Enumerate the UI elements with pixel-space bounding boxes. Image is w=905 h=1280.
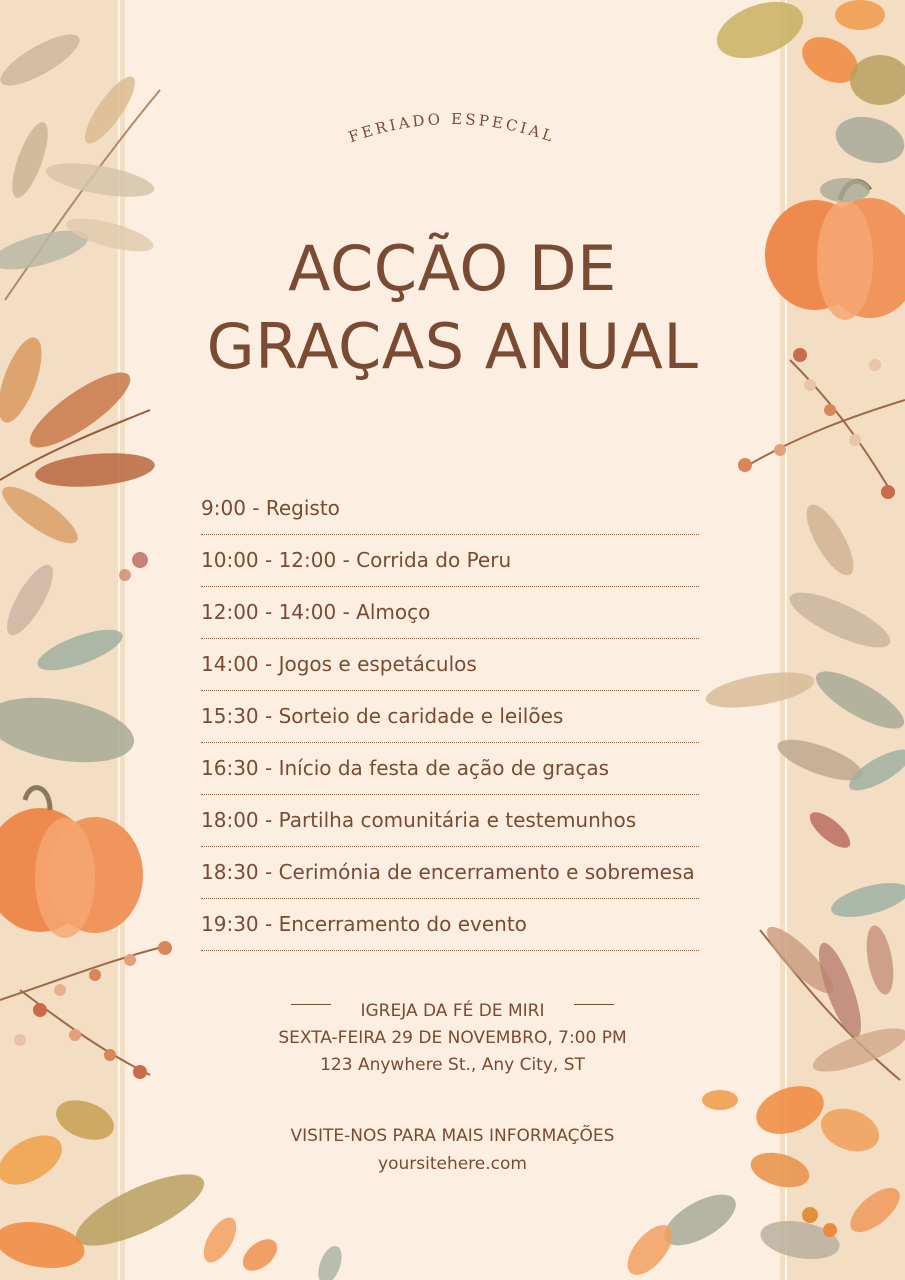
venue-dash-right bbox=[574, 1004, 614, 1005]
svg-text:FERIADO ESPECIAL bbox=[346, 110, 558, 146]
schedule-list bbox=[201, 484, 699, 951]
right-border-band bbox=[780, 0, 905, 1280]
schedule-item: 18:30 - Cerimónia de encerramento e sobremesa bbox=[201, 848, 699, 899]
website-link[interactable]: yoursitehere.com bbox=[378, 1154, 527, 1174]
event-title bbox=[130, 230, 775, 386]
footer-cta: VISITE-NOS PARA MAIS INFORMAÇÕES bbox=[290, 1126, 615, 1146]
venue-name-wrap bbox=[361, 998, 545, 1025]
right-divider-line bbox=[785, 0, 787, 1280]
left-border-band bbox=[0, 0, 125, 1280]
venue-info bbox=[130, 998, 775, 1079]
schedule-item: 15:30 - Sorteio de caridade e leilões bbox=[201, 692, 699, 743]
event-address: 123 Anywhere St., Any City, ST bbox=[320, 1055, 585, 1075]
schedule-item: 18:00 - Partilha comunitária e testemunhos bbox=[201, 796, 699, 847]
kicker-text: FERIADO ESPECIAL bbox=[346, 109, 558, 147]
title-line-2: GRAÇAS ANUAL bbox=[206, 310, 699, 383]
schedule-item: 16:30 - Início da festa de ação de graças bbox=[201, 744, 699, 795]
schedule-item: 12:00 - 14:00 - Almoço bbox=[201, 588, 699, 639]
venue-name: IGREJA DA FÉ DE MIRI bbox=[360, 1001, 545, 1021]
event-date: SEXTA-FEIRA 29 DE NOVEMBRO, 7:00 PM bbox=[278, 1028, 627, 1048]
footer-info bbox=[130, 1122, 775, 1178]
schedule-item: 14:00 - Jogos e espetáculos bbox=[201, 640, 699, 691]
kicker-arc bbox=[302, 90, 602, 160]
schedule-item: 19:30 - Encerramento do evento bbox=[201, 900, 699, 951]
schedule-item: 9:00 - Registo bbox=[201, 484, 699, 535]
venue-dash-left bbox=[291, 1004, 331, 1005]
left-divider-line bbox=[118, 0, 120, 1280]
title-line-1: ACÇÃO DE bbox=[288, 232, 617, 305]
schedule-item: 10:00 - 12:00 - Corrida do Peru bbox=[201, 536, 699, 587]
